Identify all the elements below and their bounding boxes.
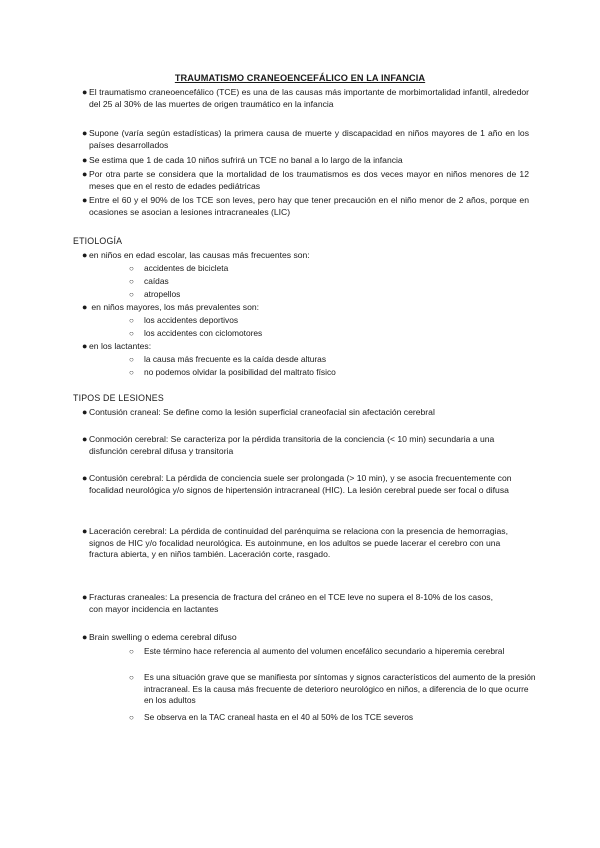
- sub-bullet-icon: ○: [129, 713, 134, 722]
- sub-bullet-icon: ○: [129, 277, 134, 286]
- bullet-icon: ●: [82, 526, 88, 536]
- bullet-icon: ●: [82, 87, 88, 97]
- sub-bullet-icon: ○: [129, 368, 134, 377]
- bullet-icon: ●: [82, 592, 88, 602]
- bullet-icon: ●: [82, 341, 88, 351]
- sub-list-item: ○ Este término hace referencia al aumento del volumen encefálico secundario a hiperemia cerebral: [129, 646, 505, 656]
- sub-list-item: ○ los accidentes con ciclomotores: [129, 328, 263, 338]
- list-item: ● en los lactantes:: [82, 341, 152, 351]
- list-item: ● Brain swelling o edema cerebral difuso: [82, 632, 237, 642]
- sub-list-item: ○ Se observa en la TAC craneal hasta en el 40 al 50% de los TCE severos: [129, 712, 414, 722]
- bullet-icon: ●: [82, 169, 88, 179]
- list-item: ● Conmoción cerebral: Se caracteriza por la pérdida transitoria de la conciencia (< 10 min) secundaria a una disfunción cerebral difusa y transitoria: [82, 434, 495, 456]
- list-item: ● en niños mayores, los más prevalentes son:: [82, 302, 260, 312]
- list-item: ● en niños en edad escolar, las causas más frecuentes son:: [82, 250, 310, 260]
- sub-list-item: ○ accidentes de bicicleta: [129, 263, 229, 273]
- sub-bullet-icon: ○: [129, 290, 134, 299]
- sub-bullet-icon: ○: [129, 647, 134, 656]
- bullet-icon: ●: [82, 434, 88, 444]
- sub-list-item: ○ la causa más frecuente es la caída desde alturas: [129, 354, 327, 364]
- sub-list-item: ○ Es una situación grave que se manifiesta por síntomas y signos característicos del aumento de la presión intracraneal. Es la causa más frecuente de deterioro neurológico en niños, a diferencia de lo que ocurre en los adultos: [129, 672, 536, 705]
- bullet-icon: ●: [82, 473, 88, 483]
- section-heading-etiologia: ETIOLOGÍA: [73, 236, 123, 246]
- sub-list-item: ○ los accidentes deportivos: [129, 315, 239, 325]
- bullet-icon: ●: [82, 155, 88, 165]
- sub-list-item: ○ no podemos olvidar la posibilidad del maltrato físico: [129, 367, 336, 377]
- bullet-icon: ●: [82, 302, 88, 312]
- sub-bullet-icon: ○: [129, 355, 134, 364]
- bullet-icon: ●: [82, 128, 88, 138]
- sub-list-item: ○ atropellos: [129, 289, 181, 299]
- list-item: ● Contusión cerebral: La pérdida de conciencia suele ser prolongada (> 10 min), y se asocia frecuentemente con focalidad neurológica y/o signos de hipertensión intracraneal (HIC). La lesión cerebral puede ser focal o difusa: [82, 473, 512, 495]
- list-item: ● Se estima que 1 de cada 10 niños sufrirá un TCE no banal a lo largo de la infancia: [82, 155, 403, 165]
- list-item: ● Por otra parte se considera que la mortalidad de los traumatismos es dos veces mayor en niños menores de 12 meses que en el resto de edades pediátricas: [82, 169, 529, 191]
- bullet-icon: ●: [82, 407, 88, 417]
- sub-bullet-icon: ○: [129, 673, 134, 682]
- sub-bullet-icon: ○: [129, 329, 134, 338]
- bullet-icon: ●: [82, 632, 88, 642]
- document-title: TRAUMATISMO CRANEOENCEFÁLICO EN LA INFANCIA: [174, 73, 426, 83]
- sub-list-item: ○ caídas: [129, 276, 169, 286]
- list-item: ● Entre el 60 y el 90% de los TCE son leves, pero hay que tener precaución en el niño menor de 2 años, porque en ocasiones se asocian a lesiones intracraneales (LIC): [82, 195, 529, 217]
- list-item: ● El traumatismo craneoencefálico (TCE) es una de las causas más importante de morbimortalidad infantil, alrededor del 25 al 30% de las muertes de origen traumático en la infancia: [82, 87, 529, 109]
- list-item: ● Contusión craneal: Se define como la lesión superficial craneofacial sin afectación cerebral: [82, 407, 435, 417]
- list-item: ● Supone (varía según estadísticas) la primera causa de muerte y discapacidad en niños mayores de 1 año en los países desarrollados: [82, 128, 529, 150]
- sub-bullet-icon: ○: [129, 264, 134, 273]
- section-heading-tipos: TIPOS DE LESIONES: [73, 393, 164, 403]
- sub-bullet-icon: ○: [129, 316, 134, 325]
- bullet-icon: ●: [82, 195, 88, 205]
- bullet-icon: ●: [82, 250, 88, 260]
- list-item: ● Fracturas craneales: La presencia de fractura del cráneo en el TCE leve no supera el 8-10% de los casos, con mayor incidencia en lactantes: [82, 592, 493, 614]
- list-item: ● Laceración cerebral: La pérdida de continuidad del parénquima se relaciona con la presencia de hemorragias, signos de HIC y/o focalidad neurológica. Es autoinmune, en los adultos se puede lacerar el cerebro con una fractura abierta, y en niños también. Laceración corte, rasgado.: [82, 526, 508, 560]
